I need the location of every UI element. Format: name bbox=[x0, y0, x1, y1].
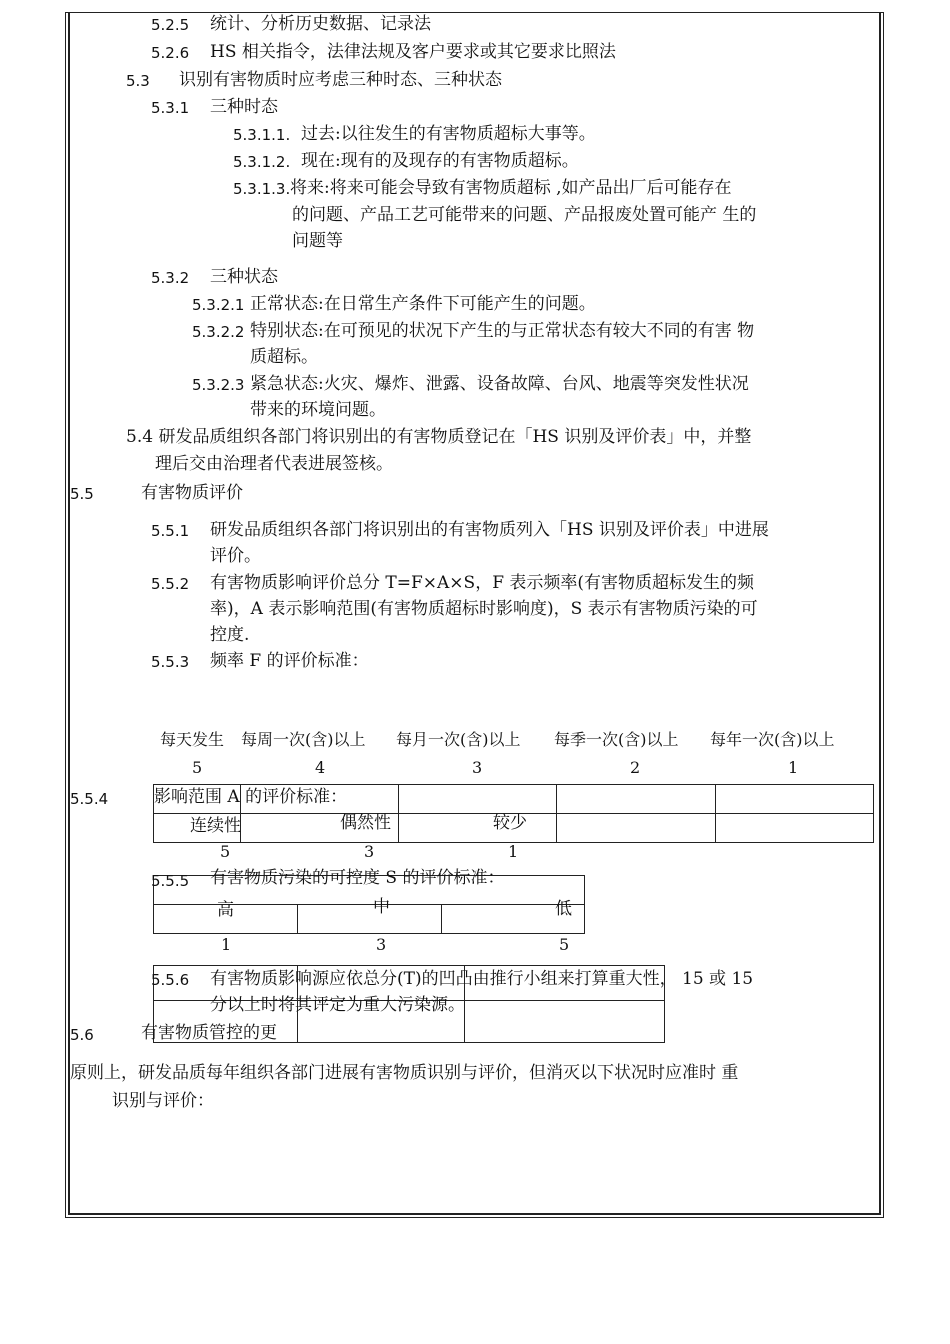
section-text: 现在:现有的及现存的有害物质超标。 bbox=[301, 151, 579, 171]
section-text: 分以上时将其评定为重大污染源。 bbox=[210, 995, 465, 1015]
section-text: 紧急状态:火灾、爆炸、泄露、设备故障、台风、地震等突发性状况 bbox=[250, 374, 749, 394]
section-heading: 有害物质管控的更 bbox=[141, 1023, 277, 1043]
section-number: 5.5.2 bbox=[151, 575, 190, 593]
section-number: 5.5.5 bbox=[151, 872, 190, 890]
section-text: 有害物质影响评价总分 T=F×A×S，F 表示频率(有害物质超标发生的频 bbox=[210, 573, 755, 593]
table-divider bbox=[715, 784, 716, 843]
section-number: 5.3.1.1. bbox=[233, 126, 291, 144]
table-divider bbox=[441, 904, 442, 934]
section-number: 5.5.1 bbox=[151, 522, 190, 540]
impact-score: 5 bbox=[220, 842, 231, 861]
section-text: 的问题、产品工艺可能带来的问题、产品报废处置可能产 生的 bbox=[292, 205, 757, 225]
control-label: 中 bbox=[373, 897, 390, 917]
freq-label: 每月一次(含)以上 bbox=[396, 730, 521, 749]
section-text: 率)，A 表示影响范围(有害物质超标时影响度)，S 表示有害物质污染的可 bbox=[210, 599, 758, 619]
section-text: 正常状态:在日常生产条件下可能产生的问题。 bbox=[250, 294, 596, 314]
control-score: 3 bbox=[376, 935, 387, 954]
section-number: 5.3.2.3 bbox=[192, 376, 245, 394]
freq-label: 每年一次(含)以上 bbox=[710, 730, 835, 749]
section-text: 评价。 bbox=[210, 546, 261, 566]
section-text: 5.4 研发品质组织各部门将识别出的有害物质登记在「HS 识别及评价表」中，并整 bbox=[126, 427, 752, 447]
section-heading: 三种时态 bbox=[210, 97, 278, 117]
section-number: 5.5.4 bbox=[70, 790, 109, 808]
section-text: HS 相关指令，法律法规及客户要求或其它要求比照法 bbox=[210, 42, 616, 62]
section-text: 带来的环境问题。 bbox=[250, 400, 386, 420]
freq-score: 3 bbox=[472, 758, 483, 777]
impact-label: 连续性 bbox=[190, 816, 241, 836]
freq-label: 每季一次(含)以上 bbox=[554, 730, 679, 749]
section-number: 5.2.5 bbox=[151, 16, 190, 34]
section-text: 过去:以往发生的有害物质超标大事等。 bbox=[301, 124, 596, 144]
freq-score: 2 bbox=[630, 758, 641, 777]
paragraph-text: 识别与评价： bbox=[112, 1091, 214, 1111]
control-score: 1 bbox=[221, 935, 232, 954]
section-number: 5.5.3 bbox=[151, 653, 190, 671]
section-number: 5.3.2 bbox=[151, 269, 190, 287]
freq-score: 5 bbox=[192, 758, 203, 777]
freq-label: 每天发生 bbox=[160, 730, 225, 749]
section-number: 5.3.2.2 bbox=[192, 323, 245, 341]
section-number: 5.5 bbox=[70, 485, 94, 503]
section-number: 5.3.1 bbox=[151, 99, 190, 117]
section-number: 5.6 bbox=[70, 1026, 94, 1044]
section-text: 问题等 bbox=[292, 231, 343, 251]
section-text: 有害物质污染的可控度 S 的评价标准： bbox=[210, 868, 505, 888]
control-label: 低 bbox=[555, 899, 572, 919]
section-number: 5.3.2.1 bbox=[192, 296, 245, 314]
impact-score: 3 bbox=[364, 842, 375, 861]
section-text: 频率 F 的评价标准： bbox=[210, 651, 369, 671]
paragraph-text: 原则上，研发品质每年组织各部门进展有害物质识别与评价，但消灭以下状况时应准时 重 bbox=[70, 1063, 739, 1083]
freq-label: 每周一次(含)以上 bbox=[241, 730, 366, 749]
section-number: 5.5.6 bbox=[151, 971, 190, 989]
section-text: 将来:将来可能会导致有害物质超标 ,如产品出厂后可能存在 bbox=[290, 178, 732, 198]
section-number: 5.3 bbox=[126, 72, 150, 90]
section-text: 特别状态:在可预见的状况下产生的与正常状态有较大不同的有害 物 bbox=[250, 321, 755, 341]
freq-score: 1 bbox=[788, 758, 799, 777]
section-text: 研发品质组织各部门将识别出的有害物质列入「HS 识别及评价表」中进展 bbox=[210, 520, 769, 540]
section-text: 控度. bbox=[210, 625, 250, 645]
freq-score: 4 bbox=[315, 758, 326, 777]
control-score: 5 bbox=[559, 935, 570, 954]
table-divider bbox=[398, 784, 399, 843]
table-divider bbox=[556, 784, 557, 843]
section-number: 5.3.1.3. bbox=[233, 180, 291, 198]
section-heading: 识别有害物质时应考虑三种时态、三种状态 bbox=[179, 70, 502, 90]
section-text: 统计、分析历史数据、记录法 bbox=[210, 14, 431, 34]
section-number: 5.3.1.2. bbox=[233, 153, 291, 171]
impact-label: 较少 bbox=[493, 813, 527, 833]
section-number: 5.2.6 bbox=[151, 44, 190, 62]
impact-score: 1 bbox=[508, 842, 519, 861]
section-heading: 三种状态 bbox=[210, 267, 278, 287]
section-text: 质超标。 bbox=[250, 347, 318, 367]
section-text: 有害物质影响源应依总分(T)的凹凸由推行小组来打算重大性， 15 或 15 bbox=[210, 969, 754, 989]
section-text: 理后交由治理者代表进展签核。 bbox=[155, 454, 393, 474]
impact-label: 偶然性 bbox=[340, 813, 391, 833]
control-label: 高 bbox=[217, 900, 234, 920]
section-text: 影响范围 A 的评价标准： bbox=[154, 787, 348, 807]
section-heading: 有害物质评价 bbox=[141, 483, 243, 503]
table-divider bbox=[297, 904, 298, 934]
